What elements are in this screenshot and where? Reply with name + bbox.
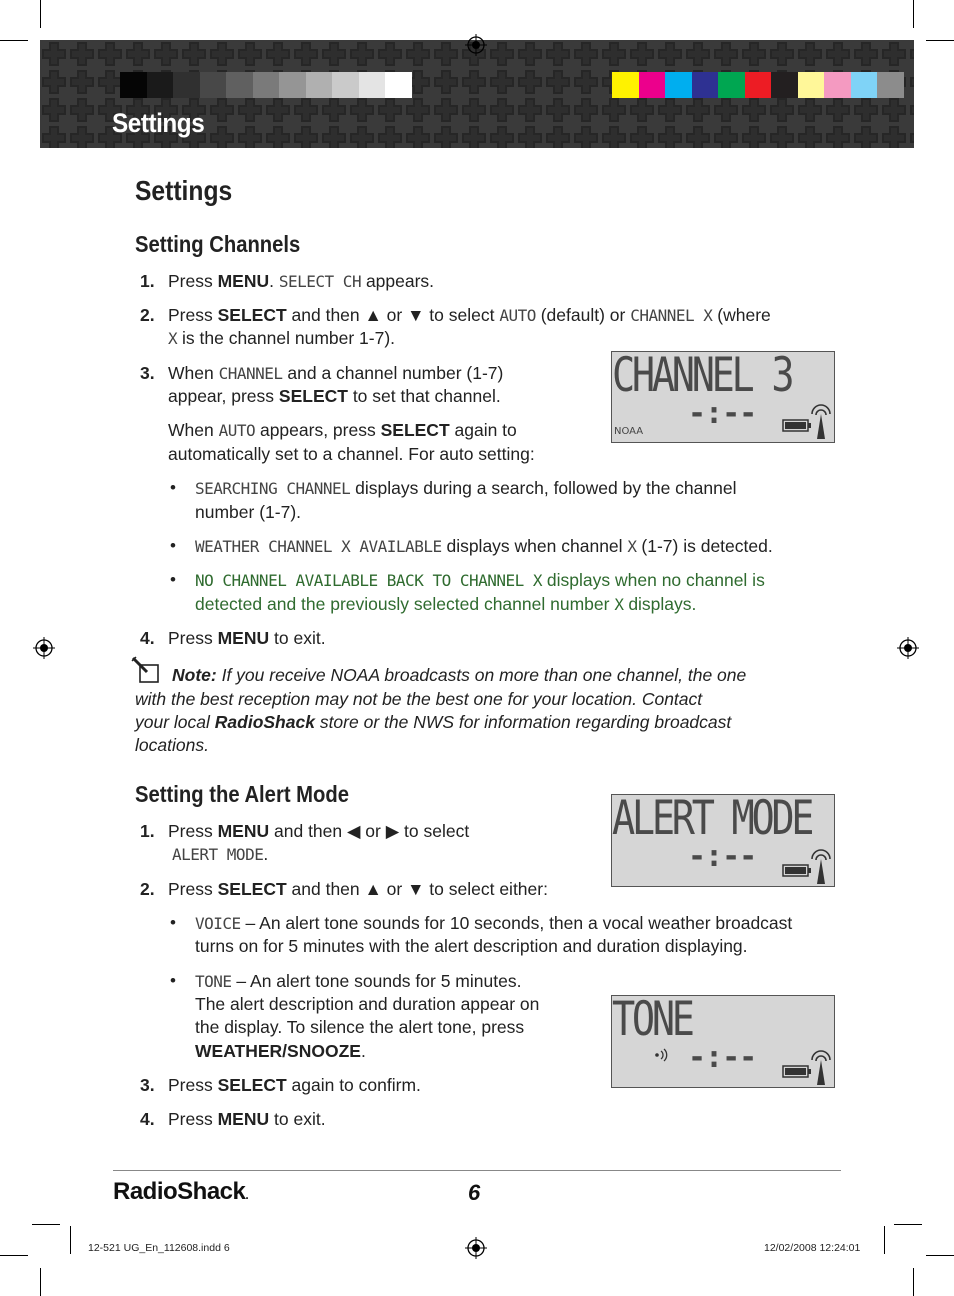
registration-mark-icon [897, 637, 919, 659]
crop-mark [0, 40, 28, 41]
crop-mark [32, 1224, 60, 1225]
color-swatch [332, 72, 359, 98]
crop-mark [894, 1224, 922, 1225]
color-swatch-strip [612, 72, 904, 98]
slug-timestamp: 12/02/2008 12:24:01 [764, 1242, 861, 1254]
antenna-signal-icon [808, 1048, 834, 1086]
footer-rule [113, 1170, 841, 1171]
color-swatch [877, 72, 904, 98]
bullet-dot: • [170, 971, 176, 990]
color-swatch [665, 72, 692, 98]
step-text: Press MENU to exit. [168, 1109, 326, 1129]
lcd-main-text: ALERT MODE [612, 794, 812, 846]
note-text: with the best reception may not be the best one for your location. Contact [135, 689, 703, 709]
header-band [40, 40, 914, 148]
step-number: 4. [140, 628, 155, 648]
note-text: Note: If you receive NOAA broadcasts on more than one channel, the one [172, 665, 747, 685]
color-swatch [253, 72, 280, 98]
brand-logo: RadioShack. [113, 1178, 249, 1205]
bullet-dot: • [170, 570, 176, 589]
color-swatch [718, 72, 745, 98]
color-swatch [279, 72, 306, 98]
registration-mark-icon [465, 1237, 487, 1259]
step-text: Press SELECT again to confirm. [168, 1075, 421, 1095]
bullet-dot: • [170, 478, 176, 497]
step-number: 1. [140, 271, 155, 291]
section-heading-alert-mode: Setting the Alert Mode [135, 781, 350, 807]
bullet-dot: • [170, 536, 176, 555]
color-swatch [226, 72, 253, 98]
color-swatch [306, 72, 333, 98]
color-swatch [851, 72, 878, 98]
step-text: ALERT MODE. [172, 844, 269, 864]
crop-mark [926, 40, 954, 41]
color-swatch [385, 72, 412, 98]
bullet-text: WEATHER CHANNEL X AVAILABLE displays when channel X (1-7) is detected. [195, 536, 773, 556]
step-text: automatically set to a channel. For auto setting: [168, 444, 535, 464]
color-swatch [200, 72, 227, 98]
lcd-time-text: -:-- [688, 1040, 757, 1075]
color-swatch [692, 72, 719, 98]
bullet-text: the display. To silence the alert tone, press [195, 1017, 525, 1037]
step-text: When AUTO appears, press SELECT again to [168, 420, 517, 440]
color-swatch [798, 72, 825, 98]
note-pencil-icon [131, 656, 165, 684]
bullet-dot: • [170, 913, 176, 932]
step-text: Press MENU to exit. [168, 628, 326, 648]
color-swatch [745, 72, 772, 98]
antenna-signal-icon [808, 847, 834, 885]
lcd-noaa-label: NOAA [614, 426, 644, 437]
page-number: 6 [468, 1180, 481, 1205]
registration-mark-icon [465, 34, 487, 56]
step-text: Press MENU. SELECT CH appears. [168, 271, 435, 291]
step-number: 1. [140, 821, 155, 841]
step-number: 3. [140, 1075, 155, 1095]
bullet-text: TONE – An alert tone sounds for 5 minutes. [195, 971, 522, 991]
step-text: Press MENU and then ◀ or ▶ to select [168, 821, 470, 841]
gray-swatch-strip [120, 72, 412, 98]
lcd-time-text: -:-- [688, 839, 757, 874]
step-number: 4. [140, 1109, 155, 1129]
lcd-time-text: -:-- [688, 396, 757, 431]
lcd-display-channel [611, 351, 835, 443]
color-swatch [771, 72, 798, 98]
crop-mark [70, 1226, 71, 1254]
step-text: Press SELECT and then ▲ or ▼ to select AUTO (default) or CHANNEL X (where [168, 305, 771, 325]
crop-mark [40, 0, 41, 28]
color-swatch [359, 72, 386, 98]
section-heading-setting-channels: Setting Channels [135, 231, 301, 257]
note-text: locations. [135, 735, 209, 755]
antenna-signal-icon [808, 402, 834, 440]
bullet-text: detected and the previously selected channel number X displays. [195, 594, 697, 614]
step-text: When CHANNEL and a channel number (1-7) [168, 363, 504, 383]
color-swatch [173, 72, 200, 98]
color-swatch [612, 72, 639, 98]
color-swatch [147, 72, 174, 98]
bullet-text: SEARCHING CHANNEL displays during a search, followed by the channel [195, 478, 737, 498]
color-swatch [120, 72, 147, 98]
bullet-text: The alert description and duration appear on [195, 994, 540, 1014]
lcd-display-alert-mode [611, 794, 835, 887]
crop-mark [926, 1255, 954, 1256]
note-text: your local RadioShack store or the NWS for information regarding broadcast [135, 712, 732, 732]
crop-mark [913, 0, 914, 28]
bullet-text: number (1-7). [195, 502, 302, 522]
bullet-text: WEATHER/SNOOZE. [195, 1041, 366, 1061]
slug-filename: 12-521 UG_En_112608.indd 6 [88, 1242, 230, 1254]
crop-mark [0, 1255, 28, 1256]
crop-mark [40, 1268, 41, 1296]
step-text: X is the channel number 1-7). [168, 328, 396, 348]
lcd-display-tone [611, 995, 835, 1088]
crop-mark [913, 1268, 914, 1296]
color-swatch [639, 72, 666, 98]
crop-mark [884, 1226, 885, 1254]
speaker-sound-icon [654, 1048, 670, 1062]
step-number: 2. [140, 305, 155, 325]
step-text: Press SELECT and then ▲ or ▼ to select either: [168, 879, 548, 899]
step-number: 3. [140, 363, 155, 383]
bullet-text: VOICE – An alert tone sounds for 10 seconds, then a vocal weather broadcast [195, 913, 793, 933]
lcd-main-text: TONE [612, 995, 692, 1047]
step-number: 2. [140, 879, 155, 899]
page-title: Settings [135, 175, 233, 206]
registration-mark-icon [33, 637, 55, 659]
bullet-text: NO CHANNEL AVAILABLE BACK TO CHANNEL X displays when no channel is [195, 570, 765, 590]
lcd-main-text: CHANNEL 3 [612, 351, 792, 403]
step-text: appear, press SELECT to set that channel. [168, 386, 501, 406]
color-swatch [824, 72, 851, 98]
header-title: Settings [112, 108, 205, 138]
bullet-text: turns on for 5 minutes with the alert description and duration displaying. [195, 936, 748, 956]
